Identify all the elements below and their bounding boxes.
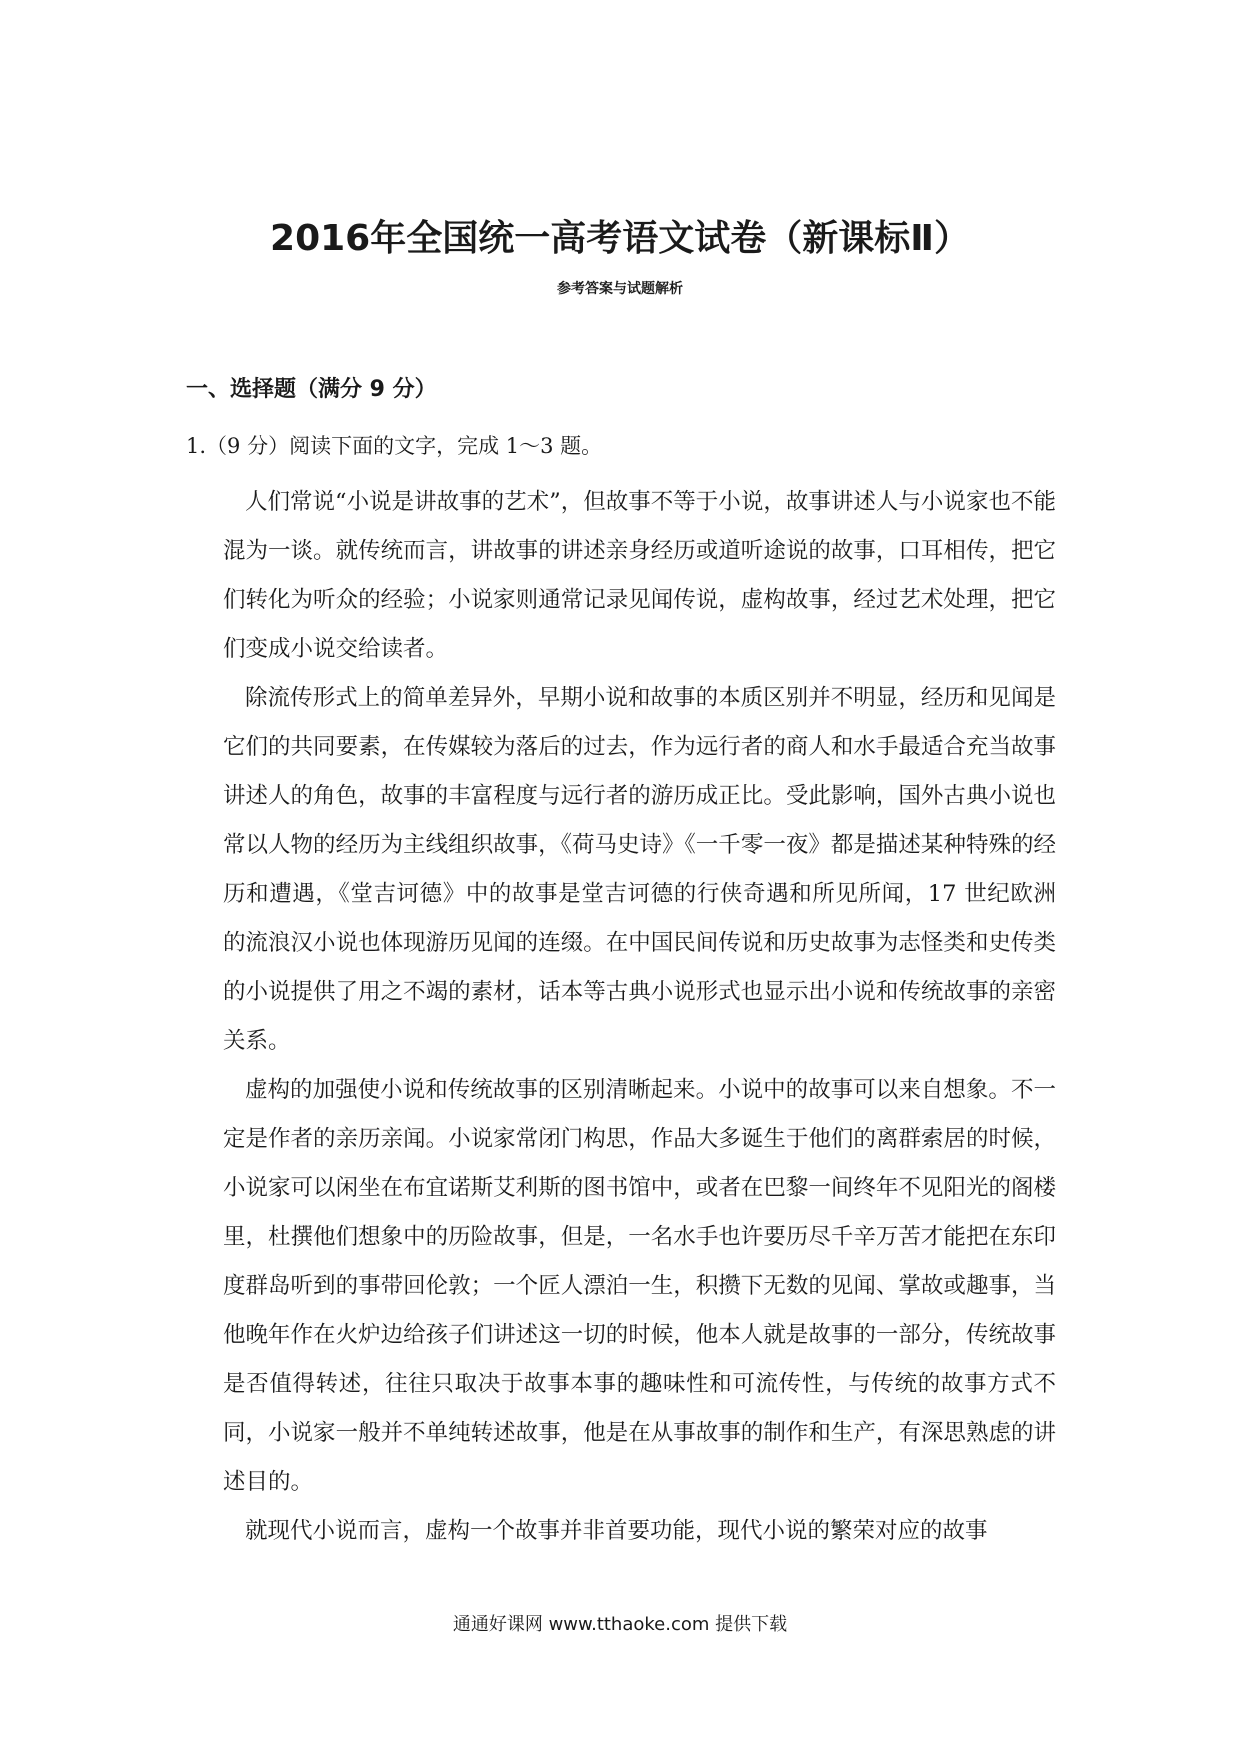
question-1: 1.（9 分）阅读下面的文字，完成 1～3 题。: [186, 434, 603, 458]
section-heading: 一、选择题（满分 9 分）: [186, 377, 437, 402]
passage-paragraph-4: 就现代小说而言，虚构一个故事并非首要功能，现代小说的繁荣对应的故事: [245, 1518, 988, 1544]
page-subtitle: 参考答案与试题解析: [557, 281, 683, 297]
page-title: 2016年全国统一高考语文试卷（新课标Ⅱ）: [270, 218, 970, 259]
passage-paragraph-1: 人们常说“小说是讲故事的艺术”，但故事不等于小说，故事讲述人与小说家也不能混为一谈。就传统而言，讲故事的讲述亲身经历或道听途说的故事，口耳相传，把它们转化为听众的经验；小说家则通常记录见闻传说，虚构故事，经过艺术处理，把它们变成小说交给读者。: [223, 489, 1056, 662]
passage-paragraph-2: 除流传形式上的简单差异外，早期小说和故事的本质区别并不明显，经历和见闻是它们的共同要素，在传媒较为落后的过去，作为远行者的商人和水手最适合充当故事讲述人的角色，故事的丰富程度与远行者的游历成正比。受此影响，国外古典小说也常以人物的经历为主线组织故事，《荷马史诗》《一千零一夜》都是描述某种特殊的经历和遭遇，《堂吉诃德》中的故事是堂吉诃德的行侠奇遇和所见所闻，17 世纪欧洲的流浪汉小说也体现游历见闻的连缀。在中国民间传说和历史故事为志怪类和史传类的小说提供了用之不竭的素材，话本等古典小说形式也显示出小说和传统故事的亲密关系。: [223, 685, 1056, 1054]
page-footer: 通通好课网 www.tthaoke.com 提供下载: [452, 1614, 788, 1635]
passage-paragraph-3: 虚构的加强使小说和传统故事的区别清晰起来。小说中的故事可以来自想象。不一定是作者的亲历亲闻。小说家常闭门构思，作品大多诞生于他们的离群索居的时候，小说家可以闲坐在布宜诺斯艾利斯的图书馆中，或者在巴黎一间终年不见阳光的阁楼里，杜撰他们想象中的历险故事，但是，一名水手也许要历尽千辛万苦才能把在东印度群岛听到的事带回伦敦；一个匠人漂泊一生，积攒下无数的见闻、掌故或趣事，当他晚年作在火炉边给孩子们讲述这一切的时候，他本人就是故事的一部分，传统故事是否值得转述，往往只取决于故事本事的趣味性和可流传性，与传统的故事方式不同，小说家一般并不单纯转述故事，他是在从事故事的制作和生产，有深思熟虑的讲述目的。: [223, 1077, 1056, 1495]
reading-passage: [223, 478, 1056, 1556]
